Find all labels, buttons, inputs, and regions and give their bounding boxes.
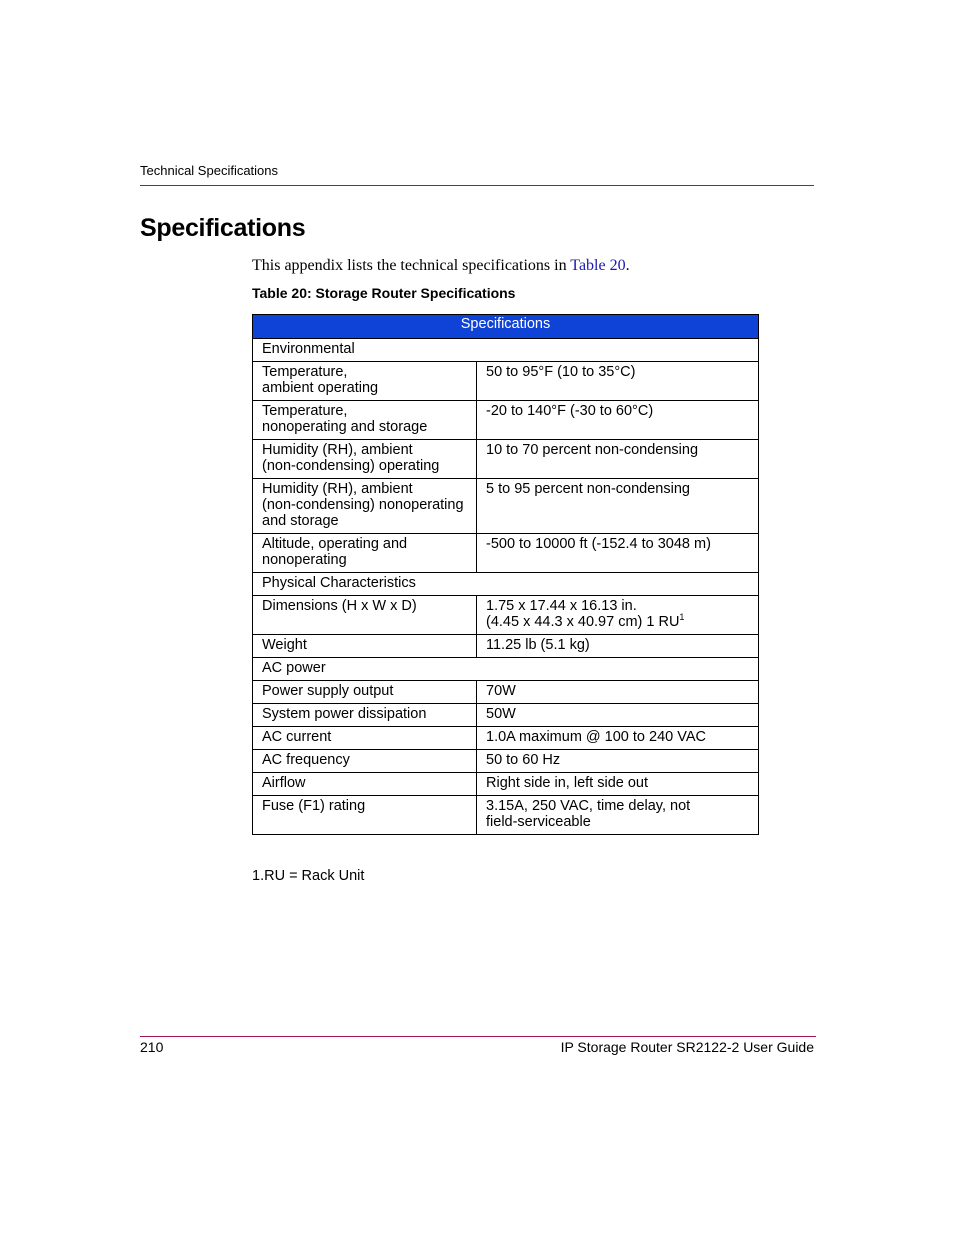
- spec-value-line: field-serviceable: [486, 814, 591, 830]
- spec-value-line: 50 to 95°F (10 to 35°C): [486, 364, 636, 380]
- spec-value-line: 50W: [486, 706, 516, 722]
- spec-label-line: and storage: [262, 513, 339, 529]
- spec-value: [477, 681, 759, 704]
- spec-value: [477, 796, 759, 835]
- spec-label: [253, 704, 477, 727]
- spec-value: [477, 596, 759, 635]
- spec-value: [477, 534, 759, 573]
- table-row: [253, 635, 759, 658]
- spec-label: [253, 362, 477, 401]
- table-row: [253, 704, 759, 727]
- spec-value-line: 5 to 95 percent non-condensing: [486, 481, 690, 497]
- spec-value: [477, 362, 759, 401]
- table-caption: Table 20: Storage Router Specifications: [252, 285, 516, 301]
- spec-label: [253, 727, 477, 750]
- spec-value-line: 70W: [486, 683, 516, 699]
- spec-label-line: Fuse (F1) rating: [262, 798, 366, 814]
- table-row: [253, 727, 759, 750]
- spec-value: [477, 727, 759, 750]
- table-row: [253, 773, 759, 796]
- section-row: [253, 658, 759, 681]
- table-body: [253, 339, 759, 835]
- table-header-row: [253, 315, 759, 339]
- spec-label-line: (non-condensing) operating: [262, 458, 440, 474]
- spec-label: [253, 596, 477, 635]
- spec-label: [253, 635, 477, 658]
- footnote-marker: 1: [679, 612, 685, 623]
- table-reference-link[interactable]: Table 20: [570, 257, 626, 274]
- section-row: [253, 339, 759, 362]
- spec-label: [253, 534, 477, 573]
- spec-label-line: Altitude, operating and: [262, 536, 408, 552]
- spec-label-line: Airflow: [262, 775, 306, 791]
- specifications-table: [252, 314, 759, 835]
- spec-label: [253, 796, 477, 835]
- spec-value-line: 1.0A maximum @ 100 to 240 VAC: [486, 729, 706, 745]
- table-row: [253, 362, 759, 401]
- table-row: [253, 596, 759, 635]
- spec-label-line: System power dissipation: [262, 706, 427, 722]
- table-row: [253, 479, 759, 534]
- table-row: [253, 681, 759, 704]
- spec-value-line: 10 to 70 percent non-condensing: [486, 442, 699, 458]
- footer-rule: [140, 1036, 816, 1037]
- intro-paragraph: [252, 257, 630, 275]
- table-row: [253, 796, 759, 835]
- spec-value-line: 3.15A, 250 VAC, time delay, not: [486, 798, 691, 814]
- section-heading: Environmental: [253, 339, 759, 362]
- spec-value: [477, 635, 759, 658]
- footnote: 1.RU = Rack Unit: [252, 868, 365, 884]
- spec-value: [477, 401, 759, 440]
- section-heading: AC power: [253, 658, 759, 681]
- header-rule: [140, 185, 814, 186]
- page-number: 210: [140, 1039, 164, 1055]
- spec-label-line: (non-condensing) nonoperating: [262, 497, 464, 513]
- spec-label: [253, 681, 477, 704]
- guide-title: IP Storage Router SR2122-2 User Guide: [560, 1039, 814, 1055]
- spec-label-line: AC current: [262, 729, 332, 745]
- table-header: Specifications: [253, 315, 759, 339]
- spec-value: [477, 773, 759, 796]
- table-row: [253, 534, 759, 573]
- intro-text: This appendix lists the technical specifications in: [252, 257, 571, 274]
- running-head: Technical Specifications: [140, 163, 279, 178]
- spec-label: [253, 479, 477, 534]
- spec-label-line: Power supply output: [262, 683, 394, 699]
- spec-label: [253, 773, 477, 796]
- spec-value: [477, 440, 759, 479]
- spec-label-line: nonoperating: [262, 552, 347, 568]
- spec-label-line: ambient operating: [262, 380, 379, 396]
- spec-label-line: Temperature,: [262, 364, 348, 380]
- table-row: [253, 750, 759, 773]
- intro-suffix: .: [625, 257, 630, 274]
- spec-label-line: nonoperating and storage: [262, 419, 428, 435]
- page-title: Specifications: [140, 214, 306, 242]
- spec-value: [477, 704, 759, 727]
- spec-label: [253, 401, 477, 440]
- section-heading: Physical Characteristics: [253, 573, 759, 596]
- spec-label: [253, 750, 477, 773]
- spec-label-line: Dimensions (H x W x D): [262, 598, 417, 614]
- spec-label-line: Humidity (RH), ambient: [262, 442, 413, 458]
- spec-value-line: 1.75 x 17.44 x 16.13 in.: [486, 598, 637, 614]
- spec-label: [253, 440, 477, 479]
- table-row: [253, 440, 759, 479]
- spec-value-line: -500 to 10000 ft (-152.4 to 3048 m): [486, 536, 711, 552]
- spec-label-line: Weight: [262, 637, 307, 653]
- spec-value-line: -20 to 140°F (-30 to 60°C): [486, 403, 654, 419]
- spec-label-line: AC frequency: [262, 752, 350, 768]
- spec-label-line: Humidity (RH), ambient: [262, 481, 413, 497]
- spec-value-line: 50 to 60 Hz: [486, 752, 561, 768]
- spec-value-line: Right side in, left side out: [486, 775, 649, 791]
- spec-value: [477, 750, 759, 773]
- spec-value-line: 11.25 lb (5.1 kg): [486, 637, 590, 653]
- spec-label-line: Temperature,: [262, 403, 348, 419]
- section-row: [253, 573, 759, 596]
- spec-value-line: (4.45 x 44.3 x 40.97 cm) 1 RU: [486, 614, 680, 630]
- table-row: [253, 401, 759, 440]
- spec-value: [477, 479, 759, 534]
